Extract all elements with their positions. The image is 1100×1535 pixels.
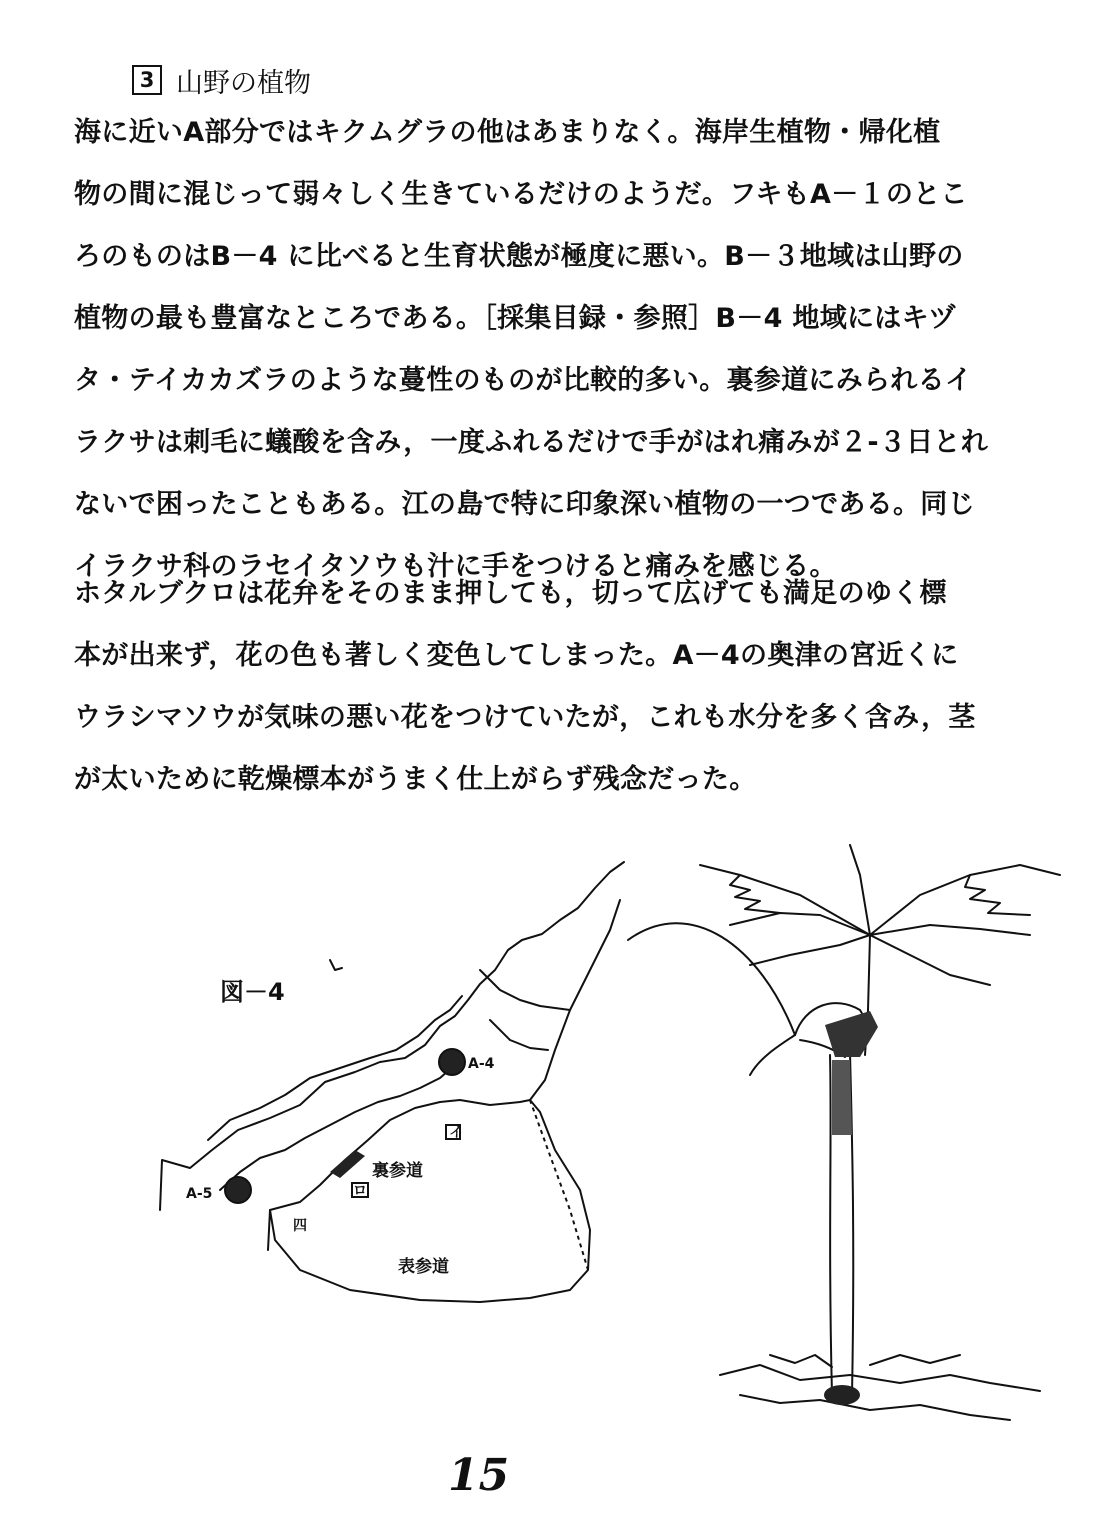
map-label-a4: A-4 xyxy=(468,1056,495,1072)
section-number: 3 xyxy=(132,65,162,95)
map-marker-3: 四 xyxy=(293,1218,307,1234)
paragraph-2 xyxy=(74,563,1034,811)
map-marker-2: ロ xyxy=(353,1183,367,1199)
plant-drawing xyxy=(620,835,1080,1435)
map-label-road2: 表参道 xyxy=(398,1257,449,1277)
section-heading xyxy=(132,60,311,100)
text-line: 物の間に混じって弱々しく生きているだけのようだ。フキもA－１のとこ xyxy=(74,179,968,210)
text-line: が太いために乾燥標本がうまく仕上がらず残念だった。 xyxy=(74,764,757,795)
text-line: ウラシマソウが気味の悪い花をつけていたが，これも水分を多く含み，茎 xyxy=(74,702,976,733)
paragraph-1 xyxy=(74,102,1034,598)
map-label-a5: A-5 xyxy=(186,1186,213,1202)
text-line: イラクサ科のラセイタソウも汁に手をつけると痛みを感じる。 xyxy=(74,551,837,582)
text-line: ホタルブクロは花弁をそのまま押しても，切って広げても満足のゆく標 xyxy=(74,578,947,609)
section-title: 山野の植物 xyxy=(176,67,311,99)
text-line: 海に近いA部分ではキクムグラの他はあまりなく。海岸生植物・帰化植 xyxy=(74,117,941,148)
text-line: 植物の最も豊富なところである。［採集目録・参照］B－4 地域にはキヅ xyxy=(74,303,957,334)
text-line: ラクサは刺毛に蟻酸を含み，一度ふれるだけで手がはれ痛みが２-３日とれ xyxy=(74,427,989,458)
text-line: ろのものはB－4 に比べると生育状態が極度に悪い。B－３地域は山野の xyxy=(74,241,964,272)
map-label-road1: 裏参道 xyxy=(372,1161,423,1181)
text-line: ないで困ったこともある。江の島で特に印象深い植物の一つである。同じ xyxy=(74,489,975,520)
text-line: 本が出来ず，花の色も著しく変色してしまった。A－4の奥津の宮近くに xyxy=(74,640,959,671)
island-map xyxy=(150,850,650,1320)
map-marker-1: イ xyxy=(449,1125,463,1141)
figure-label: 図－4 xyxy=(220,978,285,1006)
text-line: タ・テイカカズラのような蔓性のものが比較的多い。裏参道にみられるイ xyxy=(74,365,973,396)
page-number: 15 xyxy=(448,1450,510,1501)
